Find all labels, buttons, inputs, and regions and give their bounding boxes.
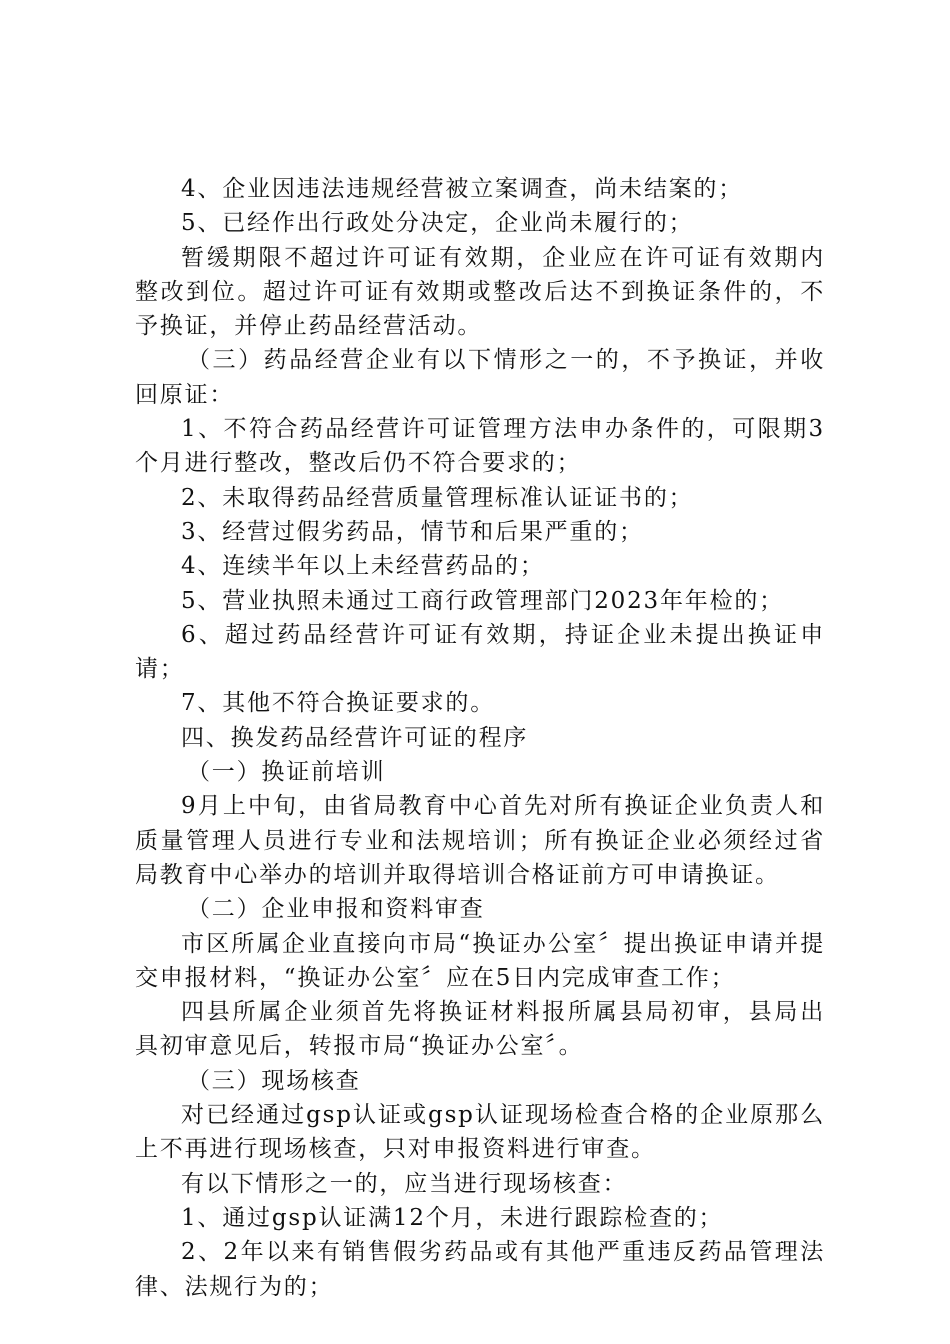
section-heading: 四、换发药品经营许可证的程序 [181, 724, 529, 751]
paragraph: 5、已经作出行政处分决定，企业尚未履行的； [181, 210, 694, 237]
list-item: 1、通过gsp认证满12个月，未进行跟踪检查的； [181, 1204, 724, 1231]
paragraph: 4、企业因违法违规经营被立案调查，尚未结案的； [181, 176, 744, 202]
paragraph: 对已经通过gsp认证或gsp认证现场检查合格的企业原那么上不再进行现场核查，只对申报资料进行审查。 [135, 1102, 825, 1163]
list-item: 1、不符合药品经营许可证管理方法申办条件的，可限期3个月进行整改，整改后仍不符合要求的； [135, 416, 825, 477]
paragraph: 9月上中旬，由省局教育中心首先对所有换证企业负责人和质量管理人员进行专业和法规培训；所有换证企业必须经过省局教育中心举办的培训并取得培训合格证前方可申请换证。 [135, 793, 825, 888]
paragraph: 有以下情形之一的，应当进行现场核查： [181, 1170, 628, 1197]
paragraph: 市区所属企业直接向市局“换证办公室〞提出换证申请并提交申报材料，“换证办公室〞应在5日内完成审查工作； [135, 930, 825, 991]
paragraph: 暂缓期限不超过许可证有效期，企业应在许可证有效期内整改到位。超过许可证有效期或整改后达不到换证条件的，不予换证，并停止药品经营活动。 [135, 244, 825, 340]
subsection-heading: （一）换证前培训 [187, 759, 386, 786]
list-item: 3、经营过假劣药品，情节和后果严重的； [181, 518, 644, 545]
subsection-heading: （三）现场核查 [187, 1067, 361, 1094]
list-item: 4、连续半年以上未经营药品的； [181, 553, 545, 580]
list-item: 2、2年以来有销售假劣药品或有其他严重违反药品管理法律、法规行为的； [135, 1239, 825, 1300]
list-item: 2、未取得药品经营质量管理标准认证证书的； [181, 484, 694, 511]
paragraph: 四县所属企业须首先将换证材料报所属县局初审，县局出具初审意见后，转报市局“换证办公室〞。 [135, 999, 825, 1060]
list-item: 6、超过药品经营许可证有效期，持证企业未提出换证申请； [135, 621, 825, 683]
subsection-heading: （二）企业申报和资料审查 [187, 896, 485, 923]
document-body [135, 172, 825, 1304]
list-item: 5、营业执照未通过工商行政管理部门2023年年检的； [181, 587, 784, 614]
section-heading: （三）药品经营企业有以下情形之一的，不予换证，并收回原证： [135, 347, 825, 408]
list-item: 7、其他不符合换证要求的。 [181, 690, 496, 717]
